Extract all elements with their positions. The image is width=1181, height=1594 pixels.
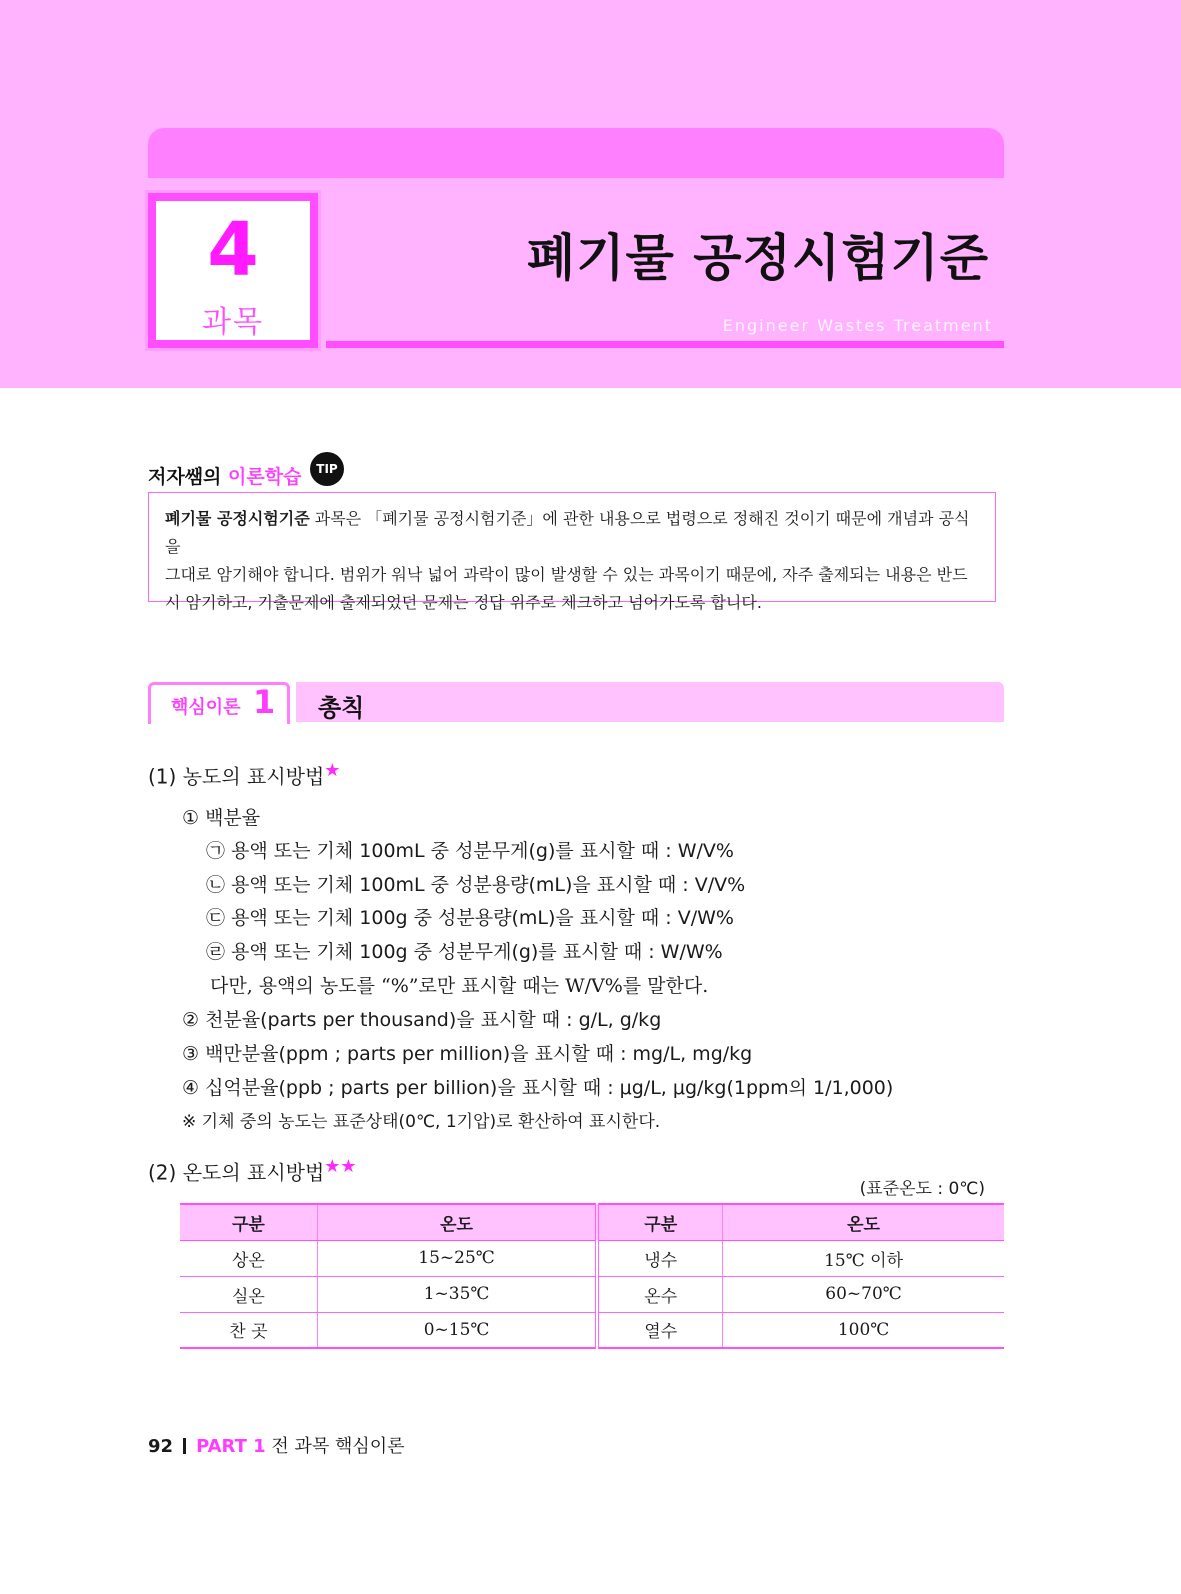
sub-item-c: ㉢ 용액 또는 기체 100g 중 성분용량(mL)을 표시할 때 : V/W% [206, 907, 734, 929]
table-cell: 온수 [597, 1276, 722, 1312]
gas-note: ※ 기체 중의 농도는 표준상태(0℃, 1기압)로 환산하여 표시한다. [182, 1112, 661, 1132]
item-percentage: ① 백분율 [182, 807, 261, 829]
table-cell: 실온 [180, 1276, 317, 1312]
table-cell: 0~15℃ [317, 1312, 597, 1348]
heading-temperature-text: (2) 온도의 표시방법 [148, 1160, 325, 1185]
tip-line-1 [165, 505, 979, 561]
subject-number: 4 [207, 207, 259, 293]
section-title-bar [296, 682, 1004, 722]
table-cell: 1~35℃ [317, 1276, 597, 1312]
table-header-row [180, 1204, 1004, 1240]
footer-text: 전 과목 핵심이론 [271, 1436, 405, 1457]
page-footer [148, 1432, 405, 1458]
section-label-tab [148, 682, 290, 724]
star-icon: ★★ [324, 1156, 357, 1177]
sub-item-d: ㉣ 용액 또는 기체 100g 중 성분무게(g)를 표시할 때 : W/W% [206, 941, 723, 963]
heading-concentration [148, 760, 340, 790]
sub-item-b: ㉡ 용액 또는 기체 100mL 중 성분용량(mL)을 표시할 때 : V/V% [206, 874, 746, 896]
table-row [180, 1276, 1004, 1312]
tip-line-2: 그대로 암기해야 합니다. 범위가 워낙 넓어 과락이 많이 발생할 수 있는 과목이기 때문에, 자주 출제되는 내용은 반드 [165, 565, 968, 584]
tip-line-3: 시 암기하고, 기출문제에 출제되었던 문제는 정답 위주로 체크하고 넘어가도록 합니다. [165, 593, 762, 612]
heading-concentration-text: (1) 농도의 표시방법 [148, 764, 325, 789]
sub-item-a: ㉠ 용액 또는 기체 100mL 중 성분무게(g)를 표시할 때 : W/V% [206, 840, 734, 862]
section-heading [148, 682, 1004, 724]
standard-temperature-note: (표준온도 : 0℃) [859, 1179, 985, 1199]
table-cell: 상온 [180, 1240, 317, 1276]
table-cell: 100℃ [723, 1312, 1004, 1348]
table-cell: 찬 곳 [180, 1312, 317, 1348]
tip-heading [148, 462, 301, 489]
subject-number-box [148, 193, 318, 348]
table-cell: 60~70℃ [723, 1276, 1004, 1312]
title-underline [326, 341, 1004, 348]
footer-part: PART 1 [196, 1436, 266, 1457]
tip-badge-icon: TIP [310, 452, 344, 486]
chapter-english-title: Engineer Wastes Treatment [722, 316, 993, 335]
page-number: 92 [148, 1436, 174, 1457]
table-cell: 열수 [597, 1312, 722, 1348]
footer-separator [183, 1438, 186, 1454]
sub-note: 다만, 용액의 농도를 “%”로만 표시할 때는 W/V%를 말한다. [210, 975, 709, 997]
chapter-title: 폐기물 공정시험기준 [526, 229, 989, 287]
table-row [180, 1312, 1004, 1348]
heading-temperature [148, 1156, 357, 1186]
table-header: 온도 [317, 1204, 597, 1240]
item-per-thousand: ② 천분율(parts per thousand)을 표시할 때 : g/L, g/kg [182, 1009, 662, 1031]
item-ppb: ④ 십억분율(ppb ; parts per billion)을 표시할 때 : μg/L, μg/kg(1ppm의 1/1,000) [182, 1077, 894, 1099]
table-header: 온도 [723, 1204, 1004, 1240]
section-number: 1 [253, 683, 276, 721]
tip-bold-lead: 폐기물 공정시험기준 [165, 509, 310, 528]
star-icon: ★ [324, 760, 341, 781]
section-label: 핵심이론 [171, 697, 241, 718]
table-header: 구분 [597, 1204, 722, 1240]
table-row [180, 1240, 1004, 1276]
item-ppm: ③ 백만분율(ppm ; parts per million)을 표시할 때 : mg/L, mg/kg [182, 1043, 753, 1065]
table-header: 구분 [180, 1204, 317, 1240]
subject-label: 과목 [202, 305, 264, 340]
temperature-table [180, 1203, 1004, 1349]
tip-heading-pink: 이론학습 [228, 466, 302, 488]
table-cell: 냉수 [597, 1240, 722, 1276]
tip-heading-black: 저자쌤의 [148, 466, 222, 488]
tip-box [148, 492, 996, 612]
chapter-header-tab [148, 128, 1004, 178]
section-title: 총칙 [318, 694, 365, 722]
table-cell: 15℃ 이하 [723, 1240, 1004, 1276]
table-cell: 15~25℃ [317, 1240, 597, 1276]
tip-line-1-rest: 과목은 「폐기물 공정시험기준」에 관한 내용으로 법령으로 정해진 것이기 때문에 개념과 공식을 [165, 509, 970, 556]
